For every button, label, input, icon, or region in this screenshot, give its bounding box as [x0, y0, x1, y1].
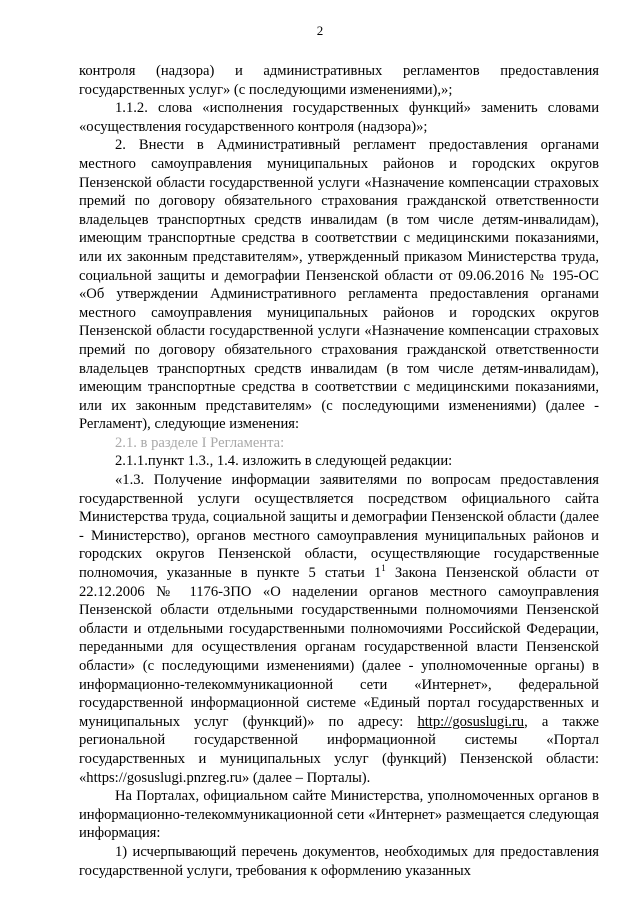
paragraph: 2.1.1.пункт 1.3., 1.4. изложить в следующей редакции: [115, 453, 453, 470]
paragraph-text: , а также региональной государственной информационной системы «Портал государственных и муниципальных услуг (функций) Пензенской области: «https://gosuslugi.pnzreg.ru» (далее – Порталы). [79, 713, 599, 786]
paragraph: На Порталах, официальном сайте Министерства, уполномоченных органов в информационно-телекоммуникационной сети «Интернет» размещается следующая информация: [79, 788, 599, 842]
document-body [79, 62, 599, 880]
paragraph: 1.1.2. слова «исполнения государственных функций» заменить словами «осуществления государственного контроля (надзора)»; [79, 100, 599, 135]
paragraph: 1) исчерпывающий перечень документов, необходимых для предоставления государственной услуги, требования к оформлению указанных [79, 843, 599, 879]
paragraph-text: Закона Пензенской области от 22.12.2006 № 1176-ЗПО «О наделении органов местного самоуправления Пензенской области отдельными государственными полномочиями Пензенской области и отдельными государственными полномочиями Российской Федерации, переданными для осуществления органам государственной власти Пензенской области» (с последующими изменениями) (далее - уполномоченные органы) в информационно-телекоммуникационной сети «Интернет», федеральной государственной информационной системе «Единый портал государственных и муниципальных услуг (функций)» по адресу: [79, 565, 599, 730]
gosuslugi-link[interactable]: http://gosuslugi.ru [417, 713, 525, 730]
paragraph: контроля (надзора) и административных регламентов предоставления государственных услуг» (с последующими изменениями),»; [79, 63, 599, 98]
superscript: 1 [381, 563, 386, 574]
paragraph [79, 471, 599, 787]
paragraph: 2. Внести в Административный регламент предоставления органами местного самоуправления муниципальных районов и городских округов Пензенской области государственной услуги «Назначение компенсации страховых премий по договору обязательного страхования гражданской ответственности владельцев транспортных средств инвалидам (в том числе детям-инвалидам), имеющим транспортные средства в соответствии с медицинскими показаниями, или их законным представителям», утвержденный приказом Министерства труда, социальной защиты и демографии Пензенской области от 09.06.2016 № 195-ОС «Об утверждении Административного регламента предоставления органами местного самоуправления муниципальных районов и городских округов Пензенской области государственной услуги «Назначение компенсации страховых премий по договору обязательного страхования гражданской ответственности владельцев транспортных средств инвалидам (в том числе детям-инвалидам), имеющим транспортные средства в соответствии с медицинскими показаниями, или их законным представителям» (с последующими изменениями) (далее - Регламент), следующие изменения: [79, 137, 599, 433]
paragraph-faded: 2.1. в разделе I Регламента: [115, 434, 285, 451]
page-number: 2 [316, 23, 324, 38]
paragraph-text: «1.3. Получение информации заявителями по вопросам предоставления государственной услуги осуществляется посредством официального сайта Министерства труда, социальной защиты и демографии Пензенской области (далее - Министерство), органов местного самоуправления муниципальных районов и городских округов Пензенской области, осуществляющие государственные полномочия, указанные в пункте 5 статьи 1 [79, 472, 599, 582]
